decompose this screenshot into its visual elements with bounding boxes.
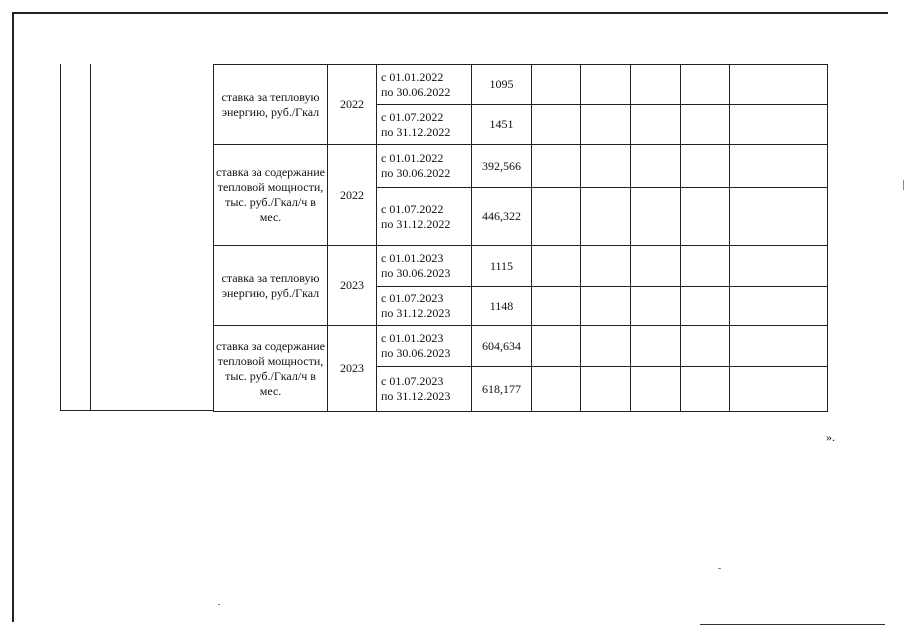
empty-cell (631, 367, 681, 412)
table-row (214, 145, 828, 188)
empty-cell (681, 105, 730, 145)
scan-border-top (12, 12, 888, 14)
empty-cell (681, 367, 730, 412)
period-from: с 01.07.2022 (381, 201, 444, 216)
empty-cell (532, 287, 581, 326)
empty-cell (631, 105, 681, 145)
scan-border-left (12, 12, 14, 622)
rate-value-cell: 392,566 (472, 145, 532, 188)
empty-cell (532, 145, 581, 188)
empty-cell (532, 105, 581, 145)
empty-cell (581, 145, 631, 188)
empty-cell (631, 287, 681, 326)
empty-cell (681, 287, 730, 326)
rate-value-cell: 1095 (472, 65, 532, 105)
empty-cell (730, 246, 828, 287)
rate-name-cell: ставка за тепловую энергию, руб./Гкал (214, 246, 328, 326)
period-cell (377, 246, 472, 287)
empty-cell (631, 246, 681, 287)
empty-cell (730, 367, 828, 412)
scan-speck (903, 180, 904, 190)
rate-name-cell: ставка за содержание тепловой мощности, тыс. руб./Гкал/ч в мес. (214, 145, 328, 246)
empty-cell (581, 326, 631, 367)
empty-cell (730, 105, 828, 145)
period-to: по 30.06.2023 (381, 266, 451, 280)
period-to: по 31.12.2023 (381, 306, 451, 320)
rate-value-cell: 1451 (472, 105, 532, 145)
period-from: с 01.07.2022 (381, 109, 444, 124)
empty-cell (631, 145, 681, 188)
period-to: по 31.12.2022 (381, 216, 451, 231)
year-cell: 2023 (328, 326, 377, 412)
left-column-rule (90, 64, 91, 410)
empty-cell (581, 367, 631, 412)
period-from: с 01.01.2023 (381, 331, 444, 345)
period-to: по 30.06.2023 (381, 346, 451, 360)
empty-cell (730, 326, 828, 367)
empty-cell (532, 246, 581, 287)
empty-cell (581, 246, 631, 287)
rate-value-cell: 1115 (472, 246, 532, 287)
scan-speck (218, 604, 220, 605)
rate-value-cell: 446,322 (472, 188, 532, 246)
empty-cell (681, 246, 730, 287)
year-cell: 2022 (328, 145, 377, 246)
empty-cell (730, 145, 828, 188)
empty-cell (730, 65, 828, 105)
year-cell: 2022 (328, 65, 377, 145)
scan-speck (718, 568, 721, 569)
empty-cell (730, 188, 828, 246)
period-from: с 01.07.2023 (381, 374, 444, 388)
rate-name-cell: ставка за содержание тепловой мощности, тыс. руб./Гкал/ч в мес. (214, 326, 328, 412)
period-from: с 01.01.2022 (381, 151, 444, 165)
period-to: по 31.12.2022 (381, 124, 451, 139)
table-row (214, 246, 828, 287)
empty-cell (532, 65, 581, 105)
rate-name-cell: ставка за тепловую энергию, руб./Гкал (214, 65, 328, 145)
tariff-table (213, 64, 828, 412)
empty-cell (581, 105, 631, 145)
empty-cell (631, 188, 681, 246)
empty-cell (681, 65, 730, 105)
period-cell (377, 326, 472, 367)
period-cell (377, 65, 472, 105)
empty-cell (532, 188, 581, 246)
period-cell (377, 105, 472, 145)
empty-cell (532, 367, 581, 412)
table-row (214, 65, 828, 105)
period-from: с 01.01.2023 (381, 251, 444, 265)
period-from: с 01.07.2023 (381, 291, 444, 305)
empty-cell (532, 326, 581, 367)
empty-cell (631, 65, 681, 105)
year-cell: 2023 (328, 246, 377, 326)
empty-cell (681, 326, 730, 367)
period-cell (377, 145, 472, 188)
empty-cell (581, 188, 631, 246)
left-column-rule (60, 64, 61, 410)
period-to: по 30.06.2022 (381, 166, 451, 180)
scan-border-bottom (700, 624, 885, 625)
empty-cell (581, 287, 631, 326)
period-cell (377, 287, 472, 326)
period-cell (377, 367, 472, 412)
period-to: по 30.06.2022 (381, 84, 451, 99)
rate-value-cell: 618,177 (472, 367, 532, 412)
period-to: по 31.12.2023 (381, 389, 451, 403)
period-from: с 01.01.2022 (381, 69, 444, 84)
empty-cell (681, 145, 730, 188)
empty-cell (631, 326, 681, 367)
rate-value-cell: 1148 (472, 287, 532, 326)
left-column-base-rule (60, 410, 213, 411)
closing-quote-mark: ». (826, 430, 835, 444)
empty-cell (581, 65, 631, 105)
rate-value-cell: 604,634 (472, 326, 532, 367)
empty-cell (681, 188, 730, 246)
table-row (214, 326, 828, 367)
period-cell (377, 188, 472, 246)
empty-cell (730, 287, 828, 326)
